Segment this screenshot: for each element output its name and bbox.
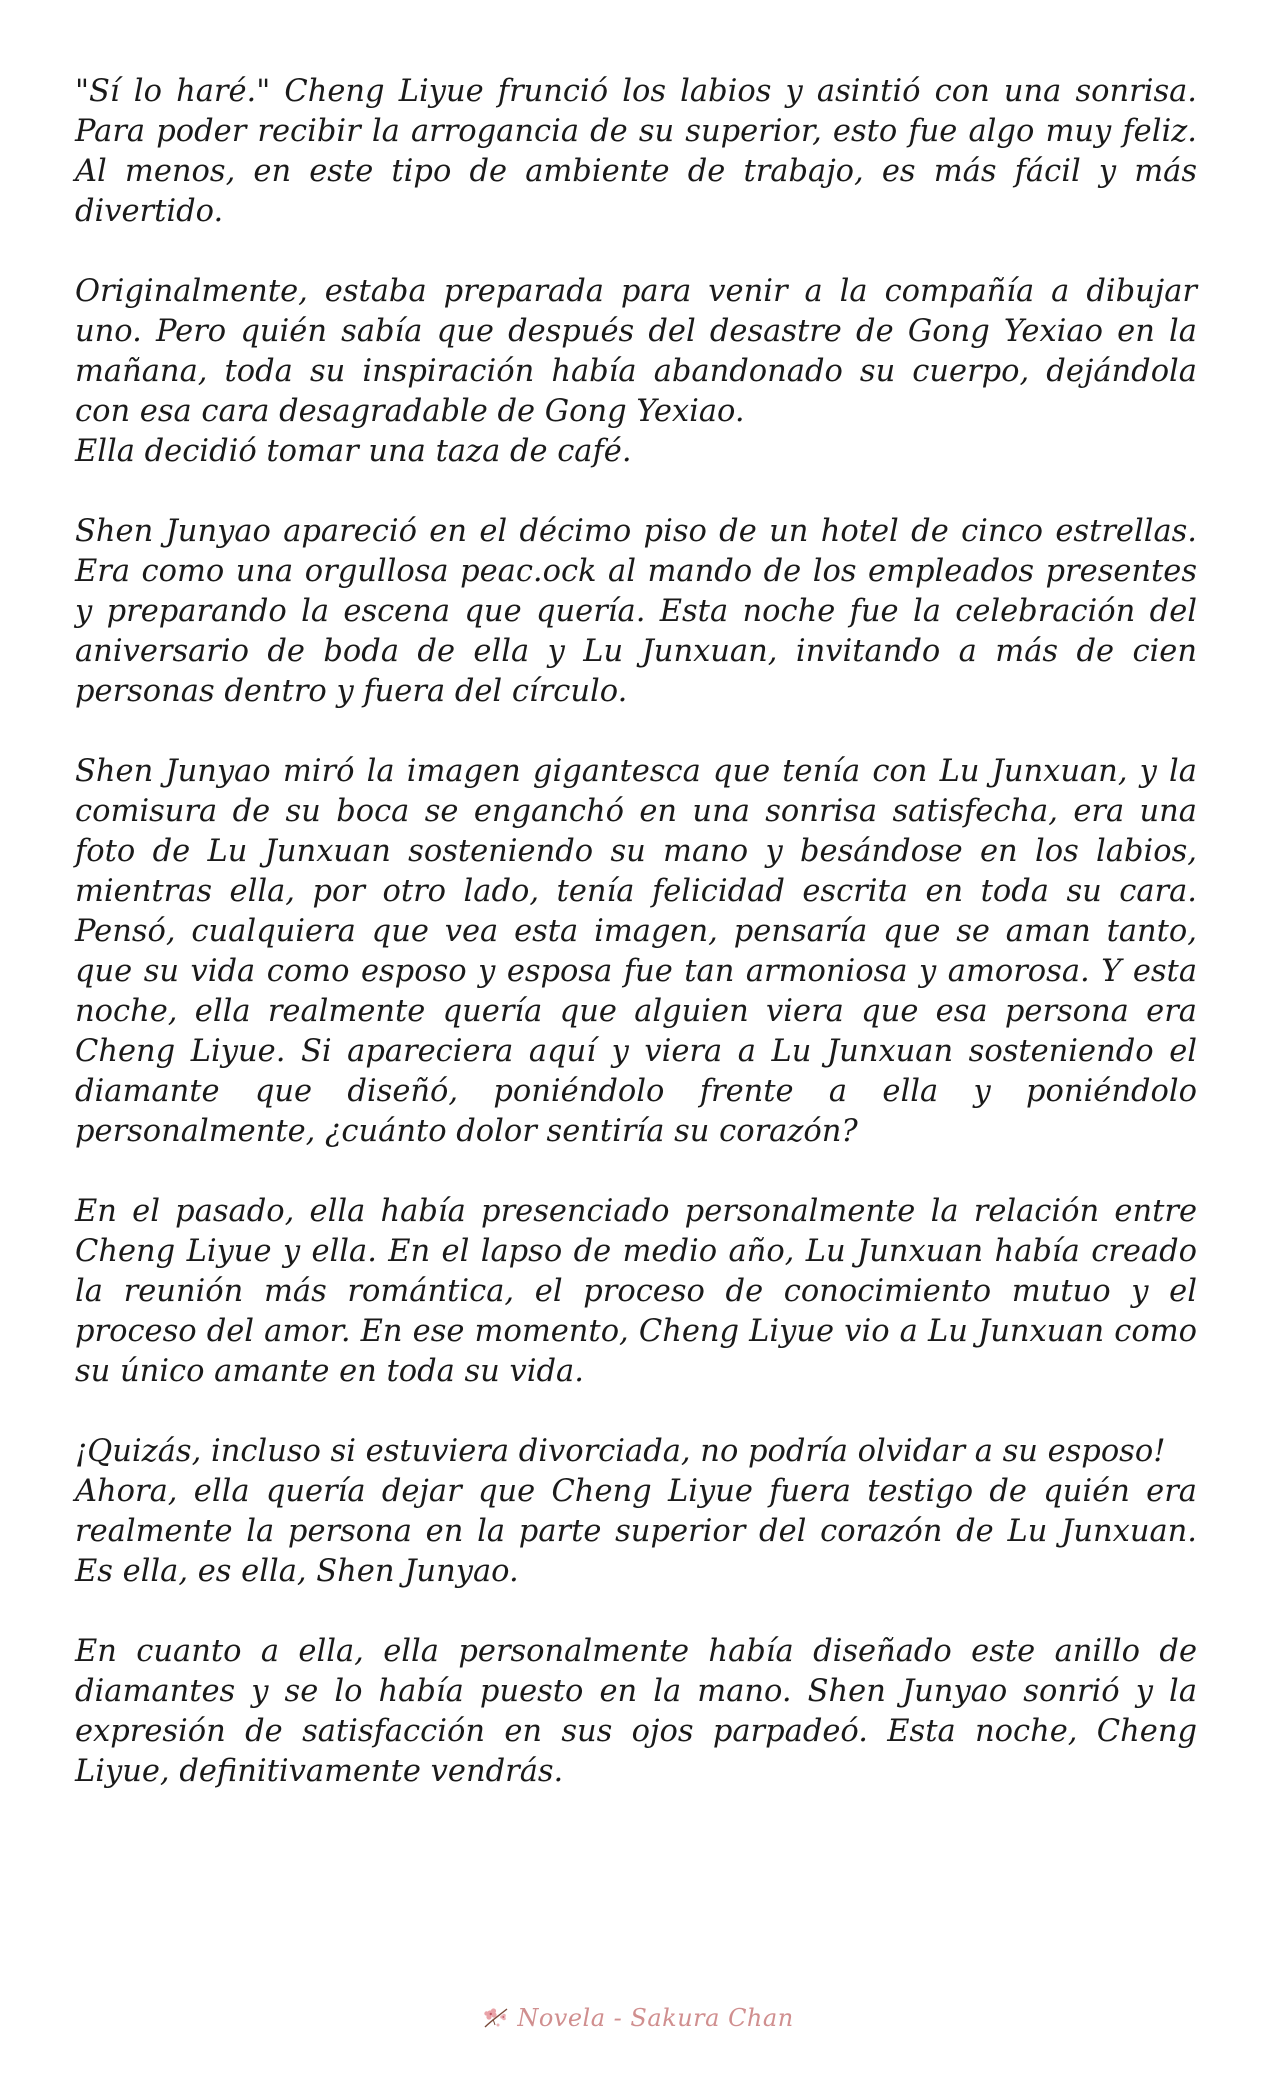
paragraph: En cuanto a ella, ella personalmente había diseñado este anillo de diamantes y se lo había puesto en la mano. Shen Junyao sonrió y la expresión de satisfacción en sus ojos parpadeó. Esta noche, Cheng Liyue, definitivamente vendrás. bbox=[75, 1634, 1197, 1789]
paragraph: Shen Junyao apareció en el décimo piso de un hotel de cinco estrellas. Era como una orgullosa peac.ock al mando de los empleados presentes y preparando la escena que quería. Esta noche fue la celebración del aniversario de boda de ella y Lu Junxuan, invitando a más de cien personas dentro y fuera del círculo. bbox=[75, 514, 1197, 709]
paragraph: En el pasado, ella había presenciado personalmente la relación entre Cheng Liyue y ella. En el lapso de medio año, Lu Junxuan había creado la reunión más romántica, el proceso de conocimiento mutuo y el proceso del amor. En ese momento, Cheng Liyue vio a Lu Junxuan como su único amante en toda su vida. bbox=[75, 1194, 1197, 1389]
paragraph: Ahora, ella quería dejar que Cheng Liyue fuera testigo de quién era realmente la persona en la parte superior del corazón de Lu Junxuan. Es ella, es ella, Shen Junyao. bbox=[75, 1474, 1197, 1589]
paragraph: Shen Junyao miró la imagen gigantesca que tenía con Lu Junxuan, y la comisura de su boca se enganchó en una sonrisa satisfecha, era una foto de Lu Junxuan sosteniendo su mano y besándose en los labios, mientras ella, por otro lado, tenía felicidad escrita en toda su cara. Pensó, cualquiera que vea esta imagen, pensaría que se aman tanto, que su vida como esposo y esposa fue tan armoniosa y amorosa. Y esta noche, ella realmente quería que alguien viera que esa persona era Cheng Liyue. Si apareciera aquí y viera a Lu Junxuan sosteniendo el diamante que diseñó, poniéndolo frente a ella y poniéndolo personalmente, ¿cuánto dolor sentiría su corazón? bbox=[75, 754, 1197, 1149]
paragraph: ¡Quizás, incluso si estuviera divorciada, no podría olvidar a su esposo! bbox=[75, 1434, 1166, 1469]
paragraph: "Sí lo haré." Cheng Liyue frunció los labios y asintió con una sonrisa. Para poder recibir la arrogancia de su superior, esto fue algo muy feliz. Al menos, en este tipo de ambiente de trabajo, es más fácil y más divertido. bbox=[75, 74, 1197, 229]
paragraph: Originalmente, estaba preparada para venir a la compañía a dibujar uno. Pero quién sabía que después del desastre de Gong Yexiao en la mañana, toda su inspiración había abandonado su cuerpo, dejándola con esa cara desagradable de Gong Yexiao. bbox=[75, 274, 1197, 429]
paragraph: Ella decidió tomar una taza de café. bbox=[75, 434, 632, 469]
sakura-blossom-icon bbox=[481, 2003, 511, 2033]
brand-label: Novela - Sakura Chan bbox=[517, 2004, 794, 2032]
brand-watermark bbox=[481, 2003, 793, 2033]
footer-watermark bbox=[0, 1990, 1275, 2046]
document-body bbox=[75, 72, 1197, 1832]
